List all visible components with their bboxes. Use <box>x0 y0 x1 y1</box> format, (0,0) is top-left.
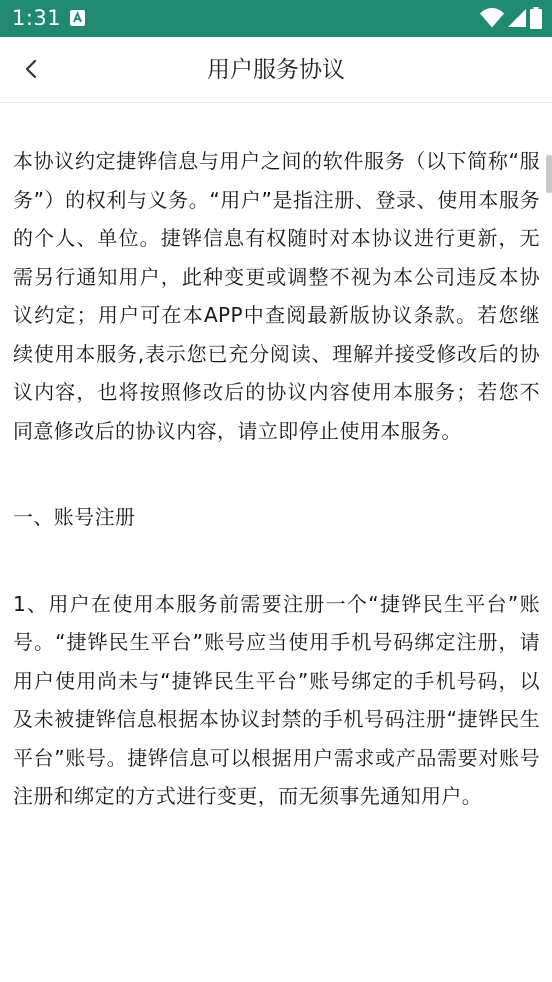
status-bar <box>0 0 552 37</box>
scrollbar-thumb[interactable] <box>546 155 552 193</box>
page-title: 用户服务协议 <box>207 57 345 83</box>
agreement-content[interactable] <box>0 103 552 982</box>
agreement-intro: 本协议约定捷铧信息与用户之间的软件服务（以下简称“服务”）的权利与义务。“用户”是指注册、登录、使用本服务的个人、单位。捷铧信息有权随时对本协议进行更新，无需另行通知用户，此种变更或调整不视为本公司违反本协议约定；用户可在本APP中查阅最新版协议条款。若您继续使用本服务,表示您已充分阅读、理解并接受修改后的协议内容，也将按照修改后的协议内容使用本服务；若您不同意修改后的协议内容，请立即停止使用本服务。 <box>13 149 540 443</box>
battery-icon <box>530 7 542 29</box>
a-notification-icon <box>70 10 85 26</box>
app-bar <box>0 37 552 103</box>
section-item: 1、用户在使用本服务前需要注册一个“捷铧民生平台”账号。“捷铧民生平台”账号应当使用手机号码绑定注册，请用户使用尚未与“捷铧民生平台”账号绑定的手机号码，以及未被捷铧信息根据本协议封禁的手机号码注册“捷铧民生平台”账号。捷铧信息可以根据用户需求或产品需要对账号注册和绑定的方式进行变更，而无须事先通知用户。 <box>13 591 540 808</box>
section-title: 一、账号注册 <box>13 505 136 529</box>
wifi-icon <box>480 8 504 28</box>
back-button[interactable] <box>14 51 50 87</box>
status-icons <box>480 8 542 28</box>
status-time: 1:31 <box>12 6 62 30</box>
signal-icon <box>508 8 526 28</box>
chevron-left-icon <box>22 58 42 80</box>
